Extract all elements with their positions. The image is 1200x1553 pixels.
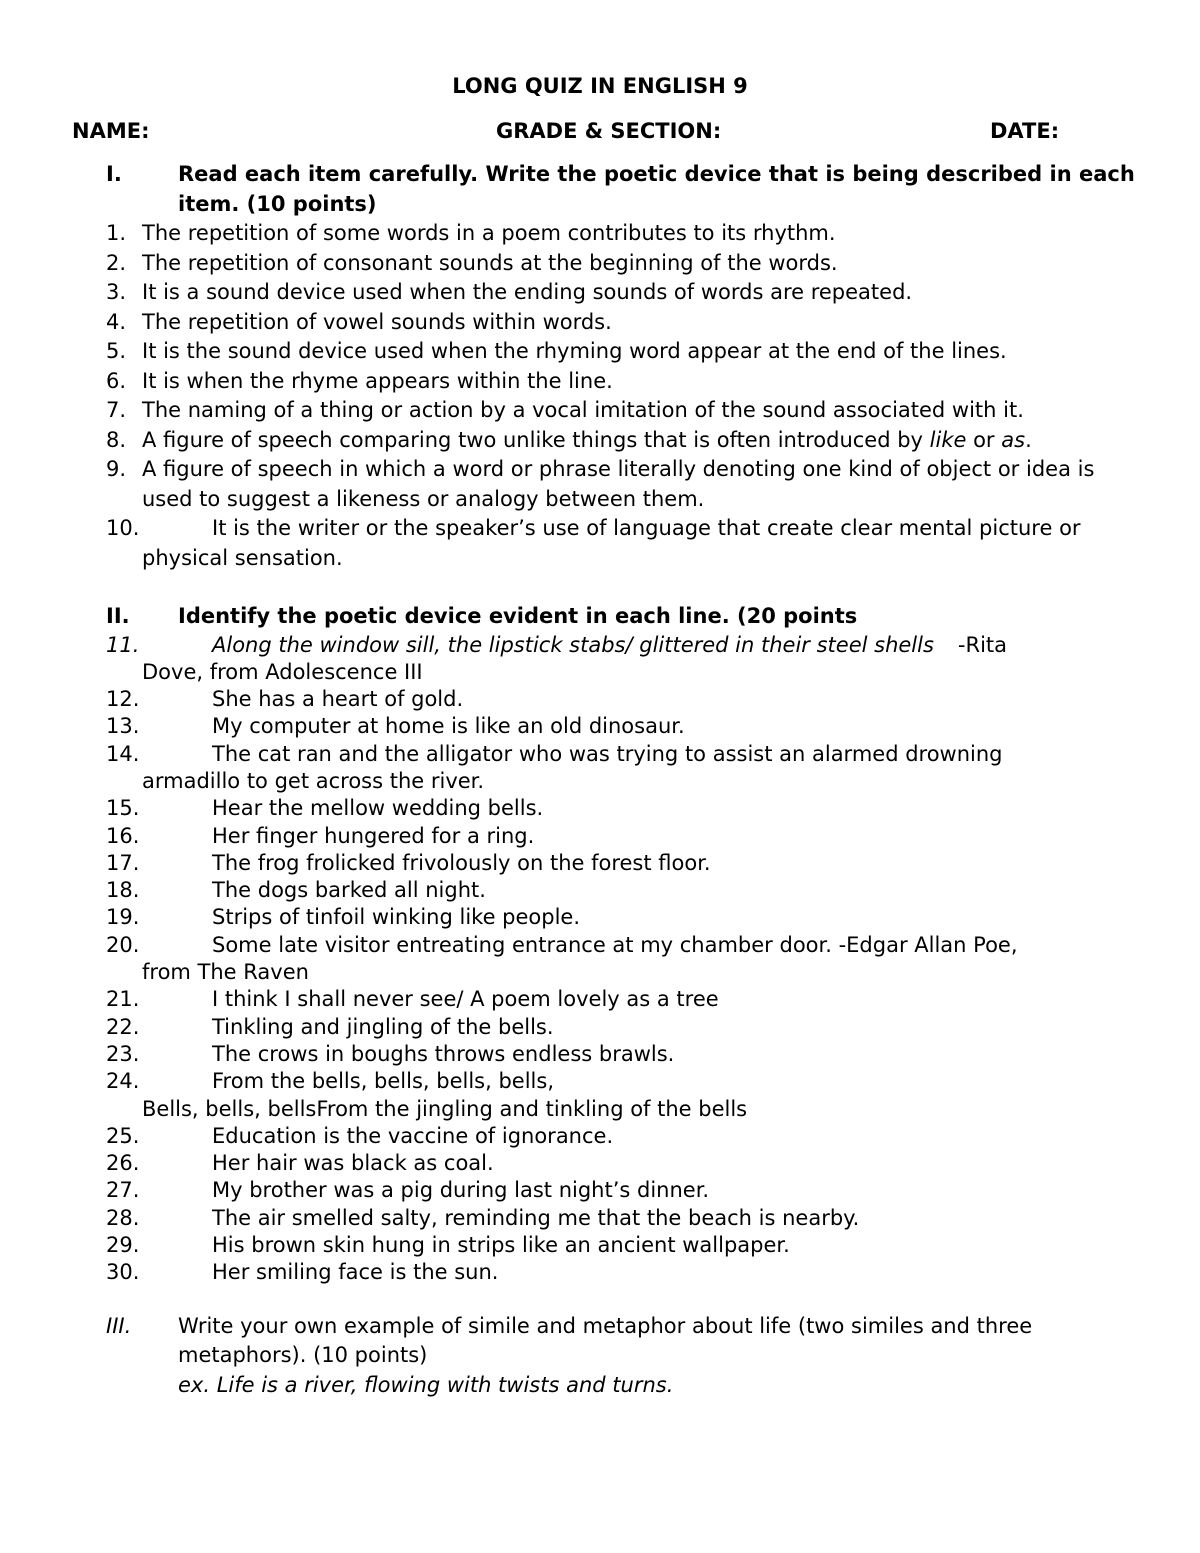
item-number: 17. bbox=[106, 850, 140, 875]
section-2-list bbox=[106, 632, 1136, 1287]
section-1-list bbox=[106, 219, 1136, 573]
list-item bbox=[106, 1041, 1136, 1068]
list-item bbox=[106, 396, 1136, 426]
item-number: 4. bbox=[106, 309, 127, 334]
list-item bbox=[106, 1177, 1136, 1204]
item-number: 19. bbox=[106, 905, 140, 930]
list-item bbox=[106, 741, 1136, 796]
item-number: 26. bbox=[106, 1151, 140, 1176]
item-number: 16. bbox=[106, 823, 140, 848]
item-number: 27. bbox=[106, 1178, 140, 1203]
item-text: The repetition of consonant sounds at the beginning of the words. bbox=[142, 250, 838, 275]
list-item bbox=[106, 932, 1136, 987]
list-item bbox=[106, 713, 1136, 740]
item-italic-word: as bbox=[1001, 427, 1026, 452]
list-item bbox=[106, 367, 1136, 397]
item-text: From the bells, bells, bells, bells, bbox=[212, 1069, 555, 1094]
list-item bbox=[106, 632, 1136, 687]
item-text: The repetition of vowel sounds within words. bbox=[142, 309, 612, 334]
item-number: 13. bbox=[106, 714, 140, 739]
item-number: 20. bbox=[106, 932, 140, 957]
section-1-instruction: Read each item carefully. Write the poetic device that is being described in each item. (10 points) bbox=[178, 162, 1135, 216]
item-text: My brother was a pig during last night’s dinner. bbox=[212, 1178, 710, 1203]
item-text: Her hair was black as coal. bbox=[212, 1151, 494, 1176]
list-item bbox=[106, 686, 1136, 713]
section-1-numeral: I. bbox=[106, 162, 122, 186]
item-text: It is when the rhyme appears within the line. bbox=[142, 368, 613, 393]
list-item bbox=[106, 877, 1136, 904]
item-number: 10. bbox=[106, 516, 140, 540]
section-2-numeral: II. bbox=[106, 604, 130, 628]
item-number: 29. bbox=[106, 1233, 140, 1258]
list-item bbox=[106, 308, 1136, 338]
item-number: 6. bbox=[106, 368, 127, 393]
item-number: 7. bbox=[106, 398, 127, 422]
section-3-instruction: Write your own example of simile and metaphor about life (two similes and three metaphors). (10 points) bbox=[178, 1313, 1033, 1368]
list-item bbox=[106, 455, 1136, 514]
item-text: A figure of speech in which a word or phrase literally denoting one kind of object or idea is used to suggest a likeness or analogy between them. bbox=[142, 457, 1095, 511]
list-item bbox=[106, 426, 1136, 456]
date-label: DATE: bbox=[990, 119, 1060, 143]
item-continuation: armadillo to get across the river. bbox=[142, 768, 485, 793]
list-item bbox=[106, 219, 1136, 249]
item-text: Strips of tinfoil winking like people. bbox=[212, 905, 581, 930]
list-item bbox=[106, 337, 1136, 367]
item-number: 8. bbox=[106, 427, 127, 452]
item-number: 24. bbox=[106, 1069, 140, 1094]
list-item bbox=[106, 904, 1136, 931]
list-item bbox=[106, 1232, 1136, 1259]
item-text: . bbox=[1025, 427, 1032, 452]
item-number: 21. bbox=[106, 987, 140, 1012]
list-item bbox=[106, 249, 1136, 279]
item-text: The cat ran and the alligator who was trying to assist an alarmed drowning bbox=[212, 741, 1003, 766]
item-attribution: -Rita bbox=[957, 632, 1008, 657]
grade-section-label: GRADE & SECTION: bbox=[496, 119, 722, 143]
spacer bbox=[106, 573, 1136, 602]
item-continuation: Bells, bells, bellsFrom the jingling and tinkling of the bells bbox=[142, 1096, 748, 1121]
item-text: Hear the mellow wedding bells. bbox=[212, 796, 544, 821]
section-3-numeral: III. bbox=[106, 1313, 132, 1338]
item-number: 22. bbox=[106, 1014, 140, 1039]
list-item bbox=[106, 986, 1136, 1013]
name-label: NAME: bbox=[72, 119, 150, 143]
item-number: 1. bbox=[106, 221, 127, 245]
section-2-instruction: Identify the poetic device evident in each line. (20 points bbox=[178, 604, 858, 628]
item-text: Her finger hungered for a ring. bbox=[212, 823, 535, 848]
list-item bbox=[106, 1014, 1136, 1041]
item-text: The repetition of some words in a poem contributes to its rhythm. bbox=[142, 221, 836, 245]
list-item bbox=[106, 1205, 1136, 1232]
list-item bbox=[106, 278, 1136, 308]
item-text: It is the sound device used when the rhyming word appear at the end of the lines. bbox=[142, 339, 1007, 363]
item-continuation: Dove, from Adolescence III bbox=[142, 659, 423, 684]
item-number: 12. bbox=[106, 687, 140, 712]
item-text: She has a heart of gold. bbox=[212, 687, 464, 712]
item-number: 25. bbox=[106, 1123, 140, 1148]
header-fields bbox=[72, 117, 1072, 145]
list-item bbox=[106, 823, 1136, 850]
list-item bbox=[106, 1259, 1136, 1286]
list-item bbox=[106, 1150, 1136, 1177]
item-number: 2. bbox=[106, 250, 127, 275]
item-text: His brown skin hung in strips like an ancient wallpaper. bbox=[212, 1233, 790, 1258]
item-number: 14. bbox=[106, 741, 140, 766]
spacer bbox=[106, 1287, 1136, 1312]
item-text: Tinkling and jingling of the bells. bbox=[212, 1014, 554, 1039]
item-number: 18. bbox=[106, 878, 140, 903]
item-text: Education is the vaccine of ignorance. bbox=[212, 1123, 614, 1148]
item-text: The dogs barked all night. bbox=[212, 878, 486, 903]
item-number: 28. bbox=[106, 1205, 140, 1230]
list-item bbox=[106, 1068, 1136, 1123]
item-number: 5. bbox=[106, 339, 127, 363]
item-number: 3. bbox=[106, 280, 127, 304]
item-text: or bbox=[966, 427, 1002, 452]
item-continuation: from The Raven bbox=[142, 960, 309, 985]
list-item bbox=[106, 795, 1136, 822]
item-text: Some late visitor entreating entrance at my chamber door. -Edgar Allan Poe, bbox=[212, 932, 1018, 957]
section-2-heading bbox=[106, 602, 1136, 632]
item-number: 15. bbox=[106, 796, 140, 821]
section-3-example: ex. Life is a river, flowing with twists and turns. bbox=[178, 1372, 674, 1397]
item-text: A figure of speech comparing two unlike things that is often introduced by bbox=[142, 427, 930, 452]
item-text: My computer at home is like an old dinosaur. bbox=[212, 714, 685, 739]
item-text: The crows in boughs throws endless brawls. bbox=[212, 1041, 675, 1066]
item-number: 11. bbox=[106, 632, 140, 657]
item-number: 23. bbox=[106, 1041, 140, 1066]
page-title: LONG QUIZ IN ENGLISH 9 bbox=[452, 74, 748, 98]
item-text: It is a sound device used when the ending sounds of words are repeated. bbox=[142, 280, 913, 304]
item-text: The air smelled salty, reminding me that the beach is nearby. bbox=[212, 1205, 860, 1230]
item-text: Her smiling face is the sun. bbox=[212, 1260, 499, 1285]
item-text: Along the window sill, the lipstick stabs/ glittered in their steel shells bbox=[212, 632, 934, 657]
item-text: The naming of a thing or action by a vocal imitation of the sound associated with it. bbox=[142, 398, 1024, 422]
quiz-content bbox=[106, 160, 1136, 1400]
item-italic-word: like bbox=[929, 427, 967, 452]
item-number: 9. bbox=[106, 457, 127, 481]
item-text: The frog frolicked frivolously on the forest floor. bbox=[212, 850, 711, 875]
list-item bbox=[106, 850, 1136, 877]
section-1-heading bbox=[106, 160, 1136, 219]
item-number: 30. bbox=[106, 1260, 140, 1285]
section-3-heading bbox=[106, 1312, 1136, 1371]
list-item bbox=[106, 1123, 1136, 1150]
list-item bbox=[106, 514, 1136, 573]
item-text: It is the writer or the speaker’s use of language that create clear mental picture or physical sensation. bbox=[142, 516, 1081, 570]
item-line bbox=[142, 632, 1136, 659]
item-text: I think I shall never see/ A poem lovely as a tree bbox=[212, 987, 719, 1012]
